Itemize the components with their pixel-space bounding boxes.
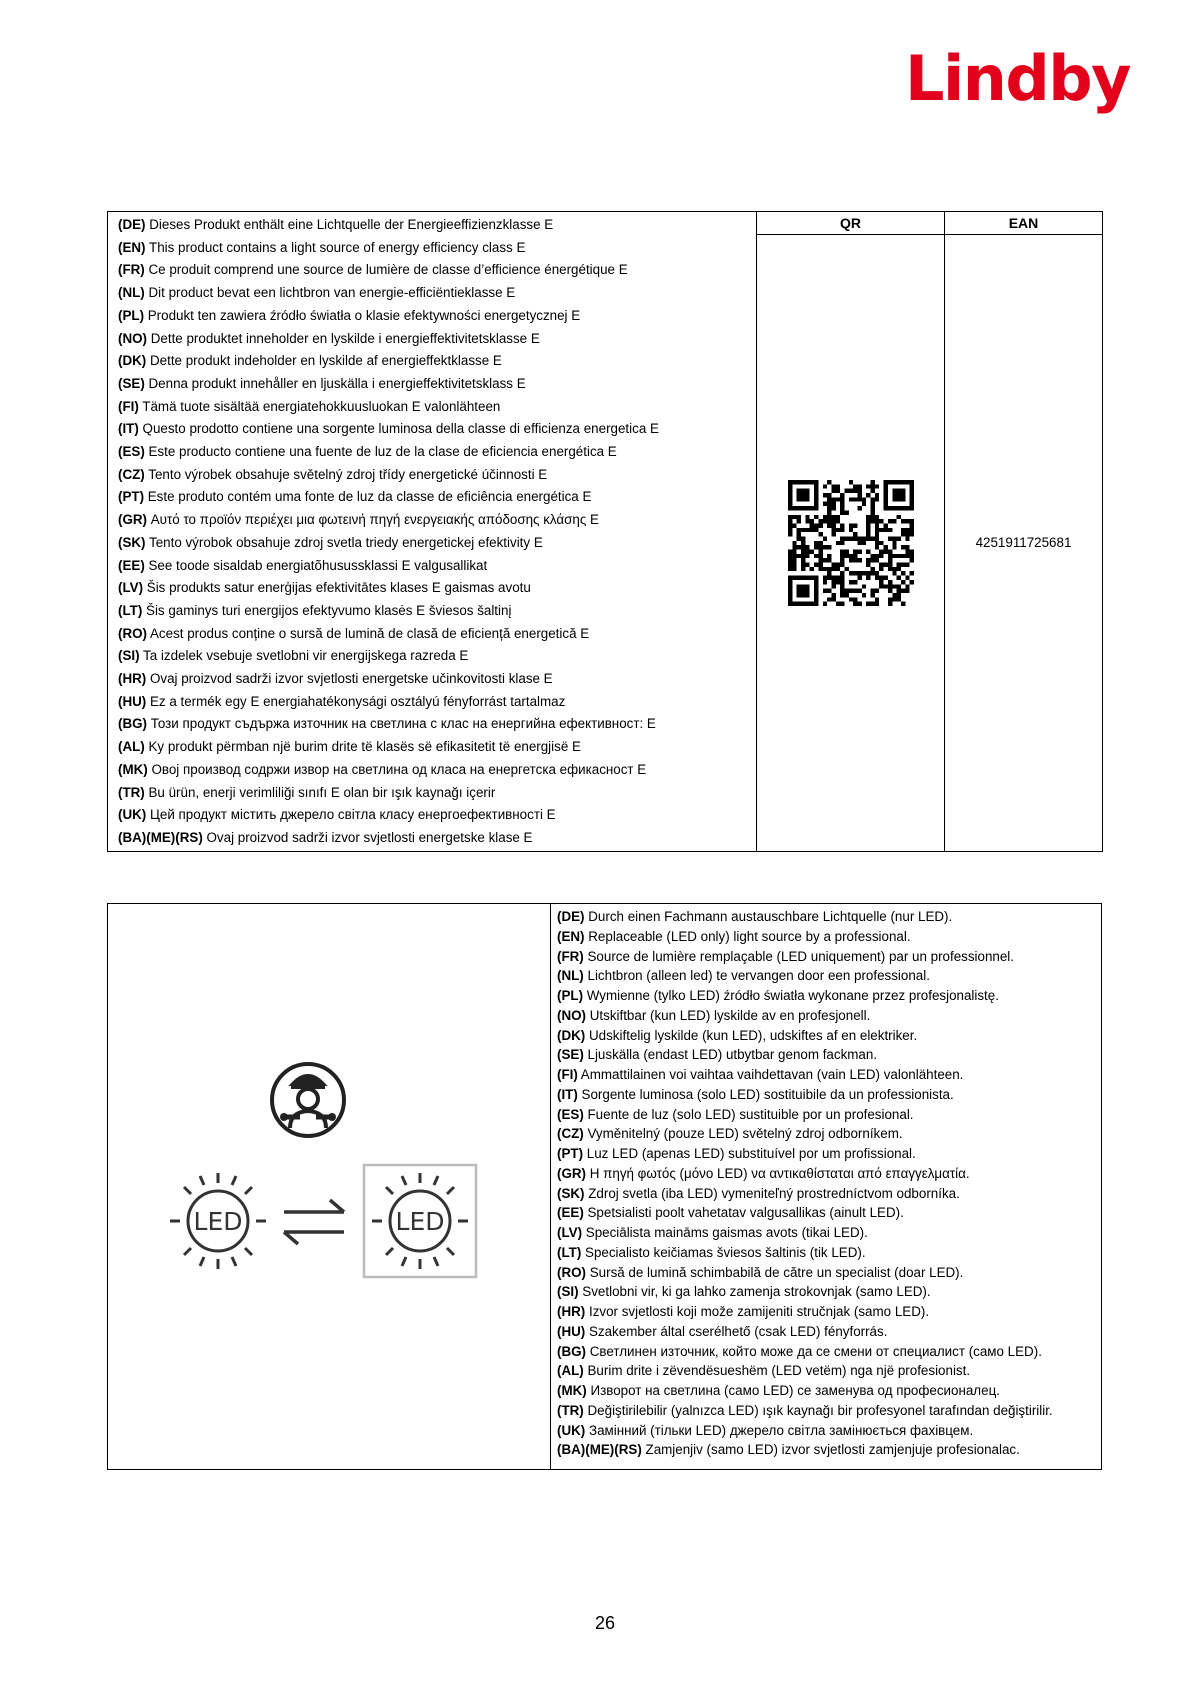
- ean-number: 4251911725681: [975, 535, 1072, 550]
- language-statement: [118, 441, 756, 464]
- statement-text: Wymienne (tylko LED) źródło światła wykonane przez profesjonalistę.: [583, 988, 999, 1003]
- language-statement: [118, 350, 756, 373]
- language-code: (CZ): [118, 466, 145, 482]
- language-statement: [118, 464, 756, 487]
- statement-text: Dette produkt indeholder en lyskilde af energieffektklasse E: [146, 353, 502, 369]
- ean-header: EAN: [945, 212, 1103, 235]
- led-bulb-boxed-icon: [364, 1165, 476, 1277]
- qr-code-icon: [788, 480, 914, 606]
- language-code: (SK): [557, 1185, 585, 1201]
- page-number: 26: [594, 1613, 616, 1633]
- statement-text: This product contains a light source of energy efficiency class E: [145, 239, 526, 255]
- statement-text: Szakember által cserélhető (csak LED) fényforrás.: [585, 1323, 888, 1339]
- language-code: (BG): [118, 716, 148, 732]
- statement-text: Speciālista maināms gaismas avots (tikai LED).: [582, 1225, 868, 1240]
- energy-class-table: [107, 211, 1103, 852]
- language-code: (EN): [557, 928, 585, 944]
- language-statement: [118, 328, 756, 351]
- language-code: (PT): [118, 489, 145, 505]
- language-code: (LT): [118, 602, 143, 618]
- statement-text: Този продукт съдържа източник на светлина с клас на енергийна ефективност: E: [147, 716, 656, 732]
- language-statement: [557, 1085, 1101, 1105]
- language-statement: [118, 373, 756, 396]
- statement-text: Burim drite i zëvendësueshëm (LED vetëm) nga një profesionist.: [583, 1363, 971, 1379]
- language-code: (UK): [118, 807, 147, 823]
- statement-text: Spetsialisti poolt vahetatav valgusallikas (ainult LED).: [583, 1205, 904, 1221]
- statement-text: Este producto contiene una fuente de luz de la clase de eficiencia energética E: [144, 444, 617, 460]
- statement-text: Specialisto keičiamas šviesos šaltinis (tik LED).: [581, 1244, 866, 1260]
- statement-text: Utskiftbar (kun LED) lyskilde av en profesjonell.: [586, 1007, 871, 1023]
- language-code: (ES): [118, 444, 145, 460]
- language-statement: [557, 1282, 1101, 1302]
- led-bulb-icon: [170, 1173, 266, 1269]
- statement-text: Izvor svjetlosti koji može zamijeniti stručnjak (samo LED).: [585, 1304, 930, 1319]
- statement-text: Udskiftelig lyskilde (kun LED), udskiftes af en elektriker.: [585, 1027, 918, 1043]
- language-statement: [557, 1421, 1101, 1441]
- language-code: (SI): [118, 648, 140, 664]
- language-code: (GR): [557, 1165, 587, 1181]
- language-statement: [557, 1105, 1101, 1125]
- language-statement: [557, 1223, 1101, 1243]
- language-code: (FR): [557, 948, 584, 964]
- statement-text: Questo prodotto contiene una sorgente luminosa della classe di efficienza energetica E: [138, 421, 659, 437]
- language-statement: [557, 947, 1101, 967]
- language-statement: [118, 668, 756, 691]
- language-code: (EE): [557, 1205, 584, 1221]
- statement-text: Zamjenjiv (samo LED) izvor svjetlosti zamjenjuje profesionalac.: [641, 1442, 1020, 1458]
- statement-text: Ljuskälla (endast LED) utbytbar genom fackman.: [583, 1047, 878, 1063]
- language-code: (GR): [118, 512, 148, 528]
- language-code: (PL): [557, 988, 584, 1003]
- statement-text: Svetlobni vir, ki ga lahko zamenja strokovnjak (samo LED).: [578, 1284, 931, 1300]
- language-code: (TR): [557, 1402, 584, 1418]
- language-statement: [557, 1440, 1101, 1460]
- statement-text: Цей продукт містить джерело світла класу енергоефективності E: [146, 807, 556, 823]
- statement-text: Tento výrobok obsahuje zdroj svetla triedy energetickej efektivity E: [145, 534, 543, 550]
- language-statement: [557, 907, 1101, 927]
- language-statement: [557, 1184, 1101, 1204]
- language-statement: [118, 282, 756, 305]
- language-statement: [118, 736, 756, 759]
- statement-text: Replaceable (LED only) light source by a professional.: [584, 928, 911, 944]
- ean-cell: [945, 235, 1103, 852]
- led-label-right: LED: [395, 1207, 445, 1236]
- statement-text: Ez a termék egy E energiahatékonysági osztályú fényforrást tartalmaz: [146, 693, 566, 709]
- language-code: (PL): [118, 307, 145, 323]
- language-statement: [557, 1164, 1101, 1184]
- language-statement: [118, 305, 756, 328]
- replaceable-statements-list: [557, 907, 1101, 1460]
- replaceable-statements-cell: [551, 904, 1102, 1470]
- statement-text: Zdroj svetla (iba LED) vymeniteľný prostredníctvom odborníka.: [584, 1185, 960, 1201]
- language-code: (FI): [557, 1067, 578, 1082]
- language-code: (MK): [118, 761, 148, 777]
- language-code: (RO): [118, 625, 148, 641]
- language-statement: [557, 927, 1101, 947]
- language-statement: [118, 623, 756, 646]
- language-statement: [118, 486, 756, 509]
- language-statement: [557, 1381, 1101, 1401]
- language-statement: [118, 555, 756, 578]
- statement-text: Durch einen Fachmann austauschbare Lichtquelle (nur LED).: [584, 909, 953, 924]
- statement-text: Овој производ содржи извор на светлина од класа на енергетска ефикасност E: [147, 761, 647, 777]
- language-code: (NL): [557, 968, 584, 984]
- statement-text: Šis gaminys turi energijos efektyvumo klasės E šviesos šaltinį: [142, 602, 512, 618]
- language-statement: [118, 645, 756, 668]
- language-statement: [557, 1322, 1101, 1342]
- language-code: (AL): [118, 739, 145, 755]
- language-statement: [118, 396, 756, 419]
- language-code: (LV): [557, 1225, 583, 1240]
- language-code: (HR): [118, 671, 147, 687]
- language-statement: [557, 1026, 1101, 1046]
- language-code: (DK): [118, 353, 147, 369]
- qr-header: QR: [757, 212, 945, 235]
- statement-text: Ta izdelek vsebuje svetlobni vir energijskega razreda E: [139, 648, 469, 664]
- statement-text: Изворот на светлина (само LED) се заменува од професионалец.: [586, 1383, 1000, 1398]
- language-statement: [557, 1006, 1101, 1026]
- language-code: (TR): [118, 784, 145, 800]
- language-statement: [557, 1263, 1101, 1283]
- language-code: (SK): [118, 534, 146, 550]
- language-statement: [118, 259, 756, 282]
- technician-icon: [272, 1064, 344, 1136]
- language-statement: [557, 1342, 1101, 1362]
- statement-text: Šis produkts satur enerģijas efektivitātes klases E gaismas avotu: [143, 580, 531, 596]
- statement-text: See toode sisaldab energiatõhusussklassi E valgusallikat: [144, 557, 488, 573]
- statement-text: Este produto contém uma fonte de luz da classe de eficiência energética E: [144, 489, 592, 505]
- language-statement: [557, 1065, 1101, 1085]
- language-statement: [557, 1124, 1101, 1144]
- statement-text: Αυτό το προϊόν περιέχει μια φωτεινή πηγή ενεργειακής απόδοσης κλάσης E: [147, 512, 599, 528]
- language-code: (FI): [118, 398, 139, 414]
- statement-text: Bu ürün, enerji verimliliği sınıfı E olan bir ışık kaynağı içerir: [144, 784, 496, 800]
- language-code: (BG): [557, 1343, 587, 1359]
- statement-text: Luz LED (apenas LED) substituível por um profissional.: [583, 1146, 916, 1161]
- energy-statements-cell: [108, 212, 757, 852]
- statement-text: Ky produkt përmban një burim drite të klasës së efikasitetit të energjisë E: [144, 739, 581, 755]
- language-code: (SI): [557, 1284, 579, 1300]
- language-code: (NO): [557, 1007, 587, 1023]
- language-code: (BA)(ME)(RS): [118, 829, 203, 845]
- language-statement: [118, 759, 756, 782]
- statement-text: Source de lumière remplaçable (LED uniquement) par un professionnel.: [583, 948, 1015, 964]
- language-code: (MK): [557, 1383, 587, 1398]
- statement-text: Светлинен източник, който може да се смени от специалист (само LED).: [586, 1343, 1042, 1359]
- language-statement: [557, 986, 1101, 1006]
- statement-text: Tento výrobek obsahuje světelný zdroj třídy energetické účinnosti E: [144, 466, 548, 482]
- language-statement: [118, 532, 756, 555]
- language-statement: [557, 1401, 1101, 1421]
- statement-text: Dette produktet inneholder en lyskilde i energieffektivitetsklasse E: [147, 330, 540, 346]
- statement-text: Vyměnitelný (pouze LED) světelný zdroj odborníkem.: [583, 1126, 903, 1142]
- language-code: (BA)(ME)(RS): [557, 1442, 642, 1458]
- language-code: (RO): [557, 1264, 587, 1280]
- language-code: (NO): [118, 330, 148, 346]
- language-statement: [118, 237, 756, 260]
- statement-text: Замінний (тільки LED) джерело світла замінюється фахівцем.: [585, 1422, 974, 1438]
- statement-text: Fuente de luz (solo LED) sustituible por un profesional.: [583, 1106, 914, 1122]
- exchange-arrows-icon: [284, 1200, 344, 1244]
- language-code: (HU): [118, 693, 147, 709]
- language-code: (HR): [557, 1304, 586, 1319]
- language-statement: [557, 1302, 1101, 1322]
- language-statement: [557, 1045, 1101, 1065]
- statement-text: Dieses Produkt enthält eine Lichtquelle der Energieeffizienzklasse E: [145, 217, 554, 232]
- language-code: (IT): [118, 421, 139, 437]
- replaceable-led-pictogram: [108, 904, 551, 1464]
- language-code: (SE): [557, 1047, 584, 1063]
- language-code: (PT): [557, 1146, 584, 1161]
- language-code: (CZ): [557, 1126, 584, 1142]
- language-statement: [118, 214, 756, 237]
- language-statement: [118, 713, 756, 736]
- statement-text: Ce produit comprend une source de lumière de classe d’efficience énergétique E: [144, 262, 628, 278]
- statement-text: Sorgente luminosa (solo LED) sostituibile da un professionista.: [577, 1086, 954, 1102]
- statement-text: Sursă de lumină schimbabilă de către un specialist (doar LED).: [586, 1264, 964, 1280]
- language-code: (HU): [557, 1323, 586, 1339]
- statement-text: Lichtbron (alleen led) te vervangen door een professional.: [583, 968, 930, 984]
- language-code: (UK): [557, 1422, 586, 1438]
- language-statement: [557, 1361, 1101, 1381]
- language-statement: [557, 1144, 1101, 1164]
- language-statement: [118, 804, 756, 827]
- language-statement: [118, 577, 756, 600]
- statement-text: Değiştirilebilir (yalnızca LED) ışık kaynağı bir profesyonel tarafından değiştirilir.: [583, 1402, 1053, 1418]
- language-statement: [557, 1243, 1101, 1263]
- language-statement: [118, 827, 756, 850]
- language-statement: [557, 966, 1101, 986]
- pictogram-cell: [108, 904, 551, 1470]
- statement-text: Ovaj proizvod sadrži izvor svjetlosti energetske učinkovitosti klase E: [146, 671, 553, 687]
- language-code: (EE): [118, 557, 145, 573]
- statement-text: Η πηγή φωτός (μόνο LED) να αντικαθίσταται από επαγγελματία.: [586, 1165, 970, 1181]
- language-code: (DK): [557, 1027, 586, 1043]
- language-code: (LT): [557, 1244, 582, 1260]
- language-code: (DE): [557, 909, 585, 924]
- language-statement: [118, 600, 756, 623]
- qr-cell: [757, 235, 945, 852]
- language-code: (DE): [118, 217, 146, 232]
- language-code: (NL): [118, 285, 145, 301]
- replaceable-light-source-table: [107, 903, 1102, 1470]
- statement-text: Ammattilainen voi vaihtaa vaihdettavan (vain LED) valonlähteen.: [577, 1067, 964, 1082]
- statement-text: Denna produkt innehåller en ljuskälla i energieffektivitetsklass E: [144, 375, 526, 391]
- language-statement: [557, 1203, 1101, 1223]
- language-code: (FR): [118, 262, 145, 278]
- statement-text: Acest produs conține o sursă de lumină de clasă de eficiență energetică E: [147, 625, 590, 641]
- language-statement: [118, 782, 756, 805]
- energy-statements-list: [118, 214, 756, 850]
- statement-text: Ovaj proizvod sadrži izvor svjetlosti energetske klase E: [202, 829, 533, 845]
- language-code: (AL): [557, 1363, 584, 1379]
- statement-text: Produkt ten zawiera źródło światła o klasie efektywności energetycznej E: [144, 307, 581, 323]
- language-code: (IT): [557, 1086, 578, 1102]
- language-code: (EN): [118, 239, 146, 255]
- language-statement: [118, 509, 756, 532]
- language-code: (LV): [118, 580, 144, 596]
- language-code: (ES): [557, 1106, 584, 1122]
- statement-text: Dit product bevat een lichtbron van energie-efficiëntieklasse E: [144, 285, 516, 301]
- led-label-left: LED: [193, 1207, 243, 1236]
- brand-logo: Lindby: [905, 42, 1131, 115]
- language-statement: [118, 691, 756, 714]
- language-code: (SE): [118, 375, 145, 391]
- statement-text: Tämä tuote sisältää energiatehokkuusluokan E valonlähteen: [138, 398, 501, 414]
- language-statement: [118, 418, 756, 441]
